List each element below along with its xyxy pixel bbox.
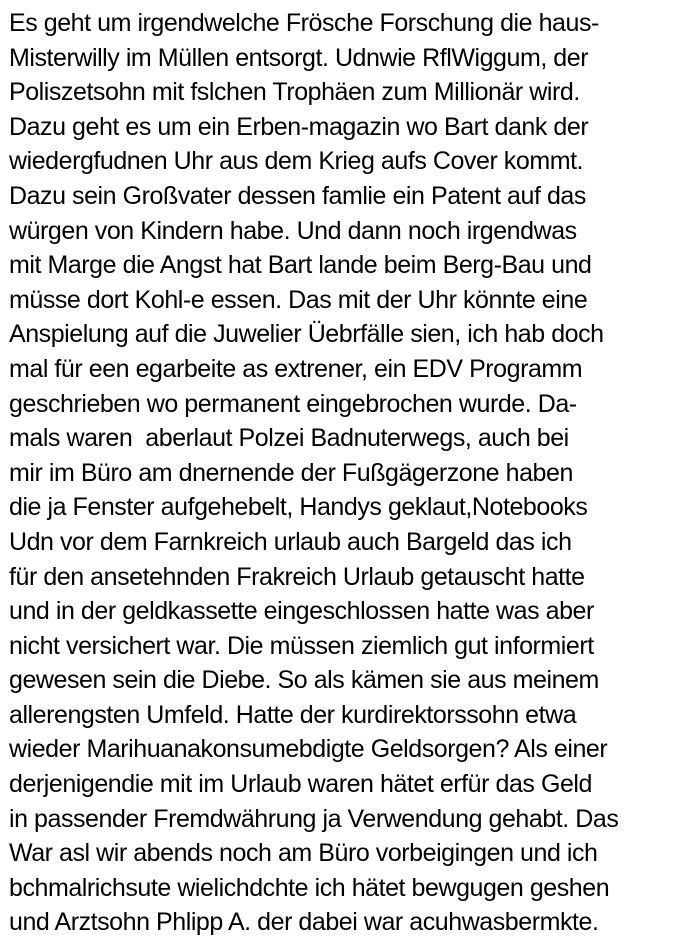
document-text bbox=[9, 6, 679, 940]
text-line: für den ansetehnden Frakreich Urlaub getauscht hatte bbox=[9, 562, 585, 591]
text-line: müsse dort Kohl-e essen. Das mit der Uhr könnte eine bbox=[9, 285, 588, 314]
text-line: derjenigendie mit im Urlaub waren hätet erfür das Geld bbox=[9, 770, 592, 799]
text-line: gewesen sein die Diebe. So als kämen sie aus meinem bbox=[9, 666, 599, 695]
text-line: und Arztsohn Phlipp A. der dabei war acuhwasbermkte. bbox=[9, 908, 599, 937]
text-line: Misterwilly im Müllen entsorgt. Udnwie RflWiggum, der bbox=[9, 43, 589, 72]
text-line: Poliszetsohn mit fslchen Trophäen zum Millionär wird. bbox=[9, 78, 580, 107]
text-line: die ja Fenster aufgehebelt, Handys geklaut,Notebooks bbox=[9, 493, 588, 522]
text-line: in passender Fremdwährung ja Verwendung gehabt. Das bbox=[9, 804, 619, 833]
text-line: Udn vor dem Farnkreich urlaub auch Bargeld das ich bbox=[9, 527, 572, 556]
text-line: mals waren aberlaut Polzei Badnuterwegs, auch bei bbox=[9, 424, 569, 453]
text-line: mit Marge die Angst hat Bart lande beim Berg-Bau und bbox=[9, 251, 592, 280]
text-line: allerengsten Umfeld. Hatte der kurdirektorssohn etwa bbox=[9, 700, 577, 729]
text-line: Dazu sein Großvater dessen famlie ein Patent auf das bbox=[9, 181, 586, 210]
text-line: wieder Marihuanakonsumebdigte Geldsorgen? Als einer bbox=[9, 735, 608, 764]
text-line: War asl wir abends noch am Büro vorbeigingen und ich bbox=[9, 839, 598, 868]
text-line: und in der geldkassette eingeschlossen hatte was aber bbox=[9, 597, 594, 626]
text-line: mir im Büro am dnernende der Fußgägerzone haben bbox=[9, 458, 573, 487]
text-line: wiedergfudnen Uhr aus dem Krieg aufs Cover kommt. bbox=[9, 147, 584, 176]
text-line: Dazu geht es um ein Erben-magazin wo Bart dank der bbox=[9, 112, 589, 141]
text-line: mal für een egarbeite as extrener, ein EDV Programm bbox=[9, 354, 583, 383]
text-line: nicht versichert war. Die müssen ziemlich gut informiert bbox=[9, 631, 594, 660]
text-line: Anspielung auf die Juwelier Üebrfälle sien, ich hab doch bbox=[9, 320, 604, 349]
text-line: bchmalrichsute wielichdchte ich hätet bewgugen geshen bbox=[9, 873, 610, 902]
text-line: geschrieben wo permanent eingebrochen wurde. Da- bbox=[9, 389, 577, 418]
text-line: Es geht um irgendwelche Frösche Forschung die haus- bbox=[9, 9, 599, 37]
text-line: würgen von Kindern habe. Und dann noch irgendwas bbox=[9, 216, 577, 245]
